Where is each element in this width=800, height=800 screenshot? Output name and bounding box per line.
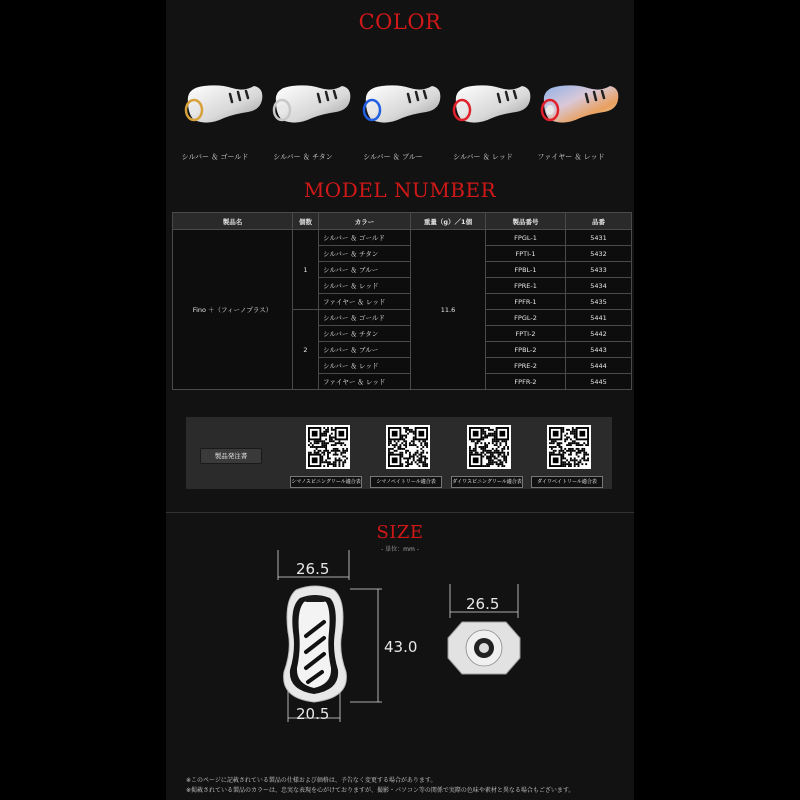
header-weight: 重量（g）／1個 xyxy=(411,213,486,230)
header-count: 個数 xyxy=(293,213,319,230)
cell-product-code: FPTI-2 xyxy=(486,326,566,342)
cell-product-code: FPGL-2 xyxy=(486,310,566,326)
qr-code-label[interactable]: ダイワスピニングリール適合表 xyxy=(451,476,523,488)
color-section-title: COLOR xyxy=(358,10,442,34)
note-line: ※掲載されている製品のカラーは、忠実な表現を心がけておりますが、撮影・パソコン等の関係で実際の色味や素材と異なる場合もございます。 xyxy=(186,787,575,794)
header-product-code: 製品番号 xyxy=(486,213,566,230)
color-swatch-label: シルバー ＆ チタン xyxy=(273,153,333,161)
qr-code-label[interactable]: シマノスピニングリール適合表 xyxy=(290,476,362,488)
header-product-name: 製品名 xyxy=(173,213,293,230)
cell-color: ファイヤー ＆ レッド xyxy=(319,374,411,390)
cell-part-number: 5445 xyxy=(566,374,632,390)
cell-color: シルバー ＆ ブルー xyxy=(319,342,411,358)
order-form-button[interactable]: 製品発注書 xyxy=(200,448,262,464)
cell-product-code: FPGL-1 xyxy=(486,230,566,246)
cell-part-number: 5432 xyxy=(566,246,632,262)
color-swatch-label: シルバー ＆ ブルー xyxy=(363,153,423,161)
cell-color: ファイヤー ＆ レッド xyxy=(319,294,411,310)
color-swatch-label: ファイヤー ＆ レッド xyxy=(537,153,605,161)
cell-product-code: FPFR-2 xyxy=(486,374,566,390)
dim-side-width: 26.5 xyxy=(466,595,500,613)
cell-product-code: FPFR-1 xyxy=(486,294,566,310)
cell-part-number: 5444 xyxy=(566,358,632,374)
cell-product-code: FPBL-2 xyxy=(486,342,566,358)
qr-code-label[interactable]: ダイワベイトリール適合表 xyxy=(531,476,603,488)
cell-color: シルバー ＆ チタン xyxy=(319,326,411,342)
cell-part-number: 5441 xyxy=(566,310,632,326)
cell-part-number: 5431 xyxy=(566,230,632,246)
header-part-number: 品番 xyxy=(566,213,632,230)
cell-product-code: FPRE-1 xyxy=(486,278,566,294)
cell-color: シルバー ＆ ブルー xyxy=(319,262,411,278)
cell-count: 2 xyxy=(293,310,319,390)
size-section-title: SIZE xyxy=(376,522,424,543)
color-swatch-label: シルバー ＆ ゴールド xyxy=(181,153,249,161)
cell-product-code: FPTI-1 xyxy=(486,246,566,262)
cell-part-number: 5434 xyxy=(566,278,632,294)
cell-color: シルバー ＆ チタン xyxy=(319,246,411,262)
cell-color: シルバー ＆ ゴールド xyxy=(319,230,411,246)
cell-weight: 11.6 xyxy=(411,230,486,390)
cell-part-number: 5433 xyxy=(566,262,632,278)
cell-color: シルバー ＆ レッド xyxy=(319,278,411,294)
cell-part-number: 5442 xyxy=(566,326,632,342)
disclaimer-notes xyxy=(186,776,574,796)
cell-product-code: FPRE-2 xyxy=(486,358,566,374)
qr-code-label[interactable]: シマノベイトリール適合表 xyxy=(370,476,442,488)
size-unit-label: - 単位：mm - xyxy=(381,546,419,553)
cell-part-number: 5435 xyxy=(566,294,632,310)
header-color: カラー xyxy=(319,213,411,230)
note-line: ※このページに記載されている製品の仕様および価格は、予告なく変更する場合があります。 xyxy=(186,777,437,784)
dim-height: 43.0 xyxy=(384,638,418,656)
color-swatch-label: シルバー ＆ レッド xyxy=(453,153,513,161)
cell-color: シルバー ＆ ゴールド xyxy=(319,310,411,326)
model-number-title: MODEL NUMBER xyxy=(303,178,497,202)
cell-product-name: Fino ＋（フィーノプラス） xyxy=(173,230,293,390)
cell-part-number: 5443 xyxy=(566,342,632,358)
cell-product-code: FPBL-1 xyxy=(486,262,566,278)
cell-color: シルバー ＆ レッド xyxy=(319,358,411,374)
dim-bottom-width: 20.5 xyxy=(296,705,330,723)
cell-count: 1 xyxy=(293,230,319,310)
dim-top-width: 26.5 xyxy=(296,560,330,578)
